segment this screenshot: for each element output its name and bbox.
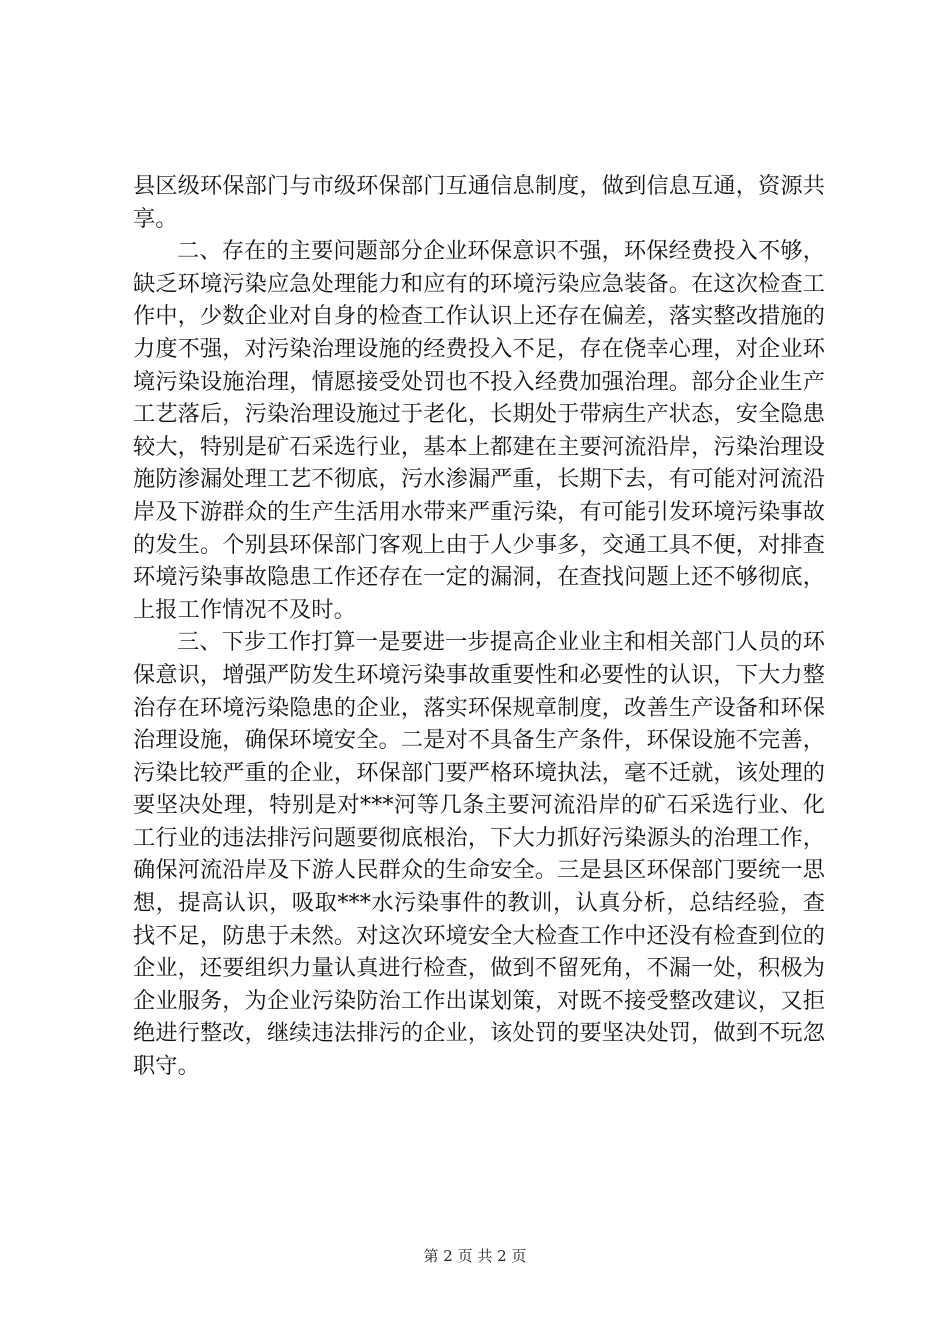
paragraph-main-problems: 二、存在的主要问题部分企业环保意识不强，环保经费投入不够，缺乏环境污染应急处理能力和应有的环境污染应急装备。在这次检查工作中，少数企业对自身的检查工作认识上还存在偏差，落实整改措施的力度不强，对污染治理设施的经费投入不足，存在侥幸心理，对企业环境污染设施治理，情愿接受处罚也不投入经费加强治理。部分企业生产工艺落后，污染治理设施过于老化，长期处于带病生产状态，安全隐患较大，特别是矿石采选行业，基本上都建在主要河流沿岸，污染治理设施防渗漏处理工艺不彻底，污水渗漏严重，长期下去，有可能对河流沿岸及下游群众的生产生活用水带来严重污染，有可能引发环境污染事故的发生。个别县环保部门客观上由于人少事多，交通工具不便，对排查环境污染事故隐患工作还存在一定的漏洞，在查找问题上还不够彻底，上报工作情况不及时。 <box>133 238 825 623</box>
page-footer: 第 2 页 共 2 页 <box>423 1247 527 1265</box>
document-body <box>133 170 825 1083</box>
paragraph-next-steps: 三、下步工作打算一是要进一步提高企业业主和相关部门人员的环保意识，增强严防发生环境污染事故重要性和必要性的认识，下大力整治存在环境污染隐患的企业，落实环保规章制度，改善生产设备和环保治理设施，确保环境安全。二是对不具备生产条件，环保设施不完善，污染比较严重的企业，环保部门要严格环境执法，毫不迁就，该处理的要坚决处理，特别是对***河等几条主要河流沿岸的矿石采选行业、化工行业的违法排污问题要彻底根治，下大力抓好污染源头的治理工作，确保河流沿岸及下游人民群众的生命安全。三是县区环保部门要统一思想，提高认识，吸取***水污染事件的教训，认真分析，总结经验，查找不足，防患于未然。对这次环境安全大检查工作中还没有检查到位的企业，还要组织力量认真进行检查，做到不留死角，不漏一处，积极为企业服务，为企业污染防治工作出谋划策，对既不接受整改建议，又拒绝进行整改，继续违法排污的企业，该处罚的要坚决处罚，做到不玩忽职守。 <box>133 629 825 1080</box>
paragraph-continuation: 县区级环保部门与市级环保部门互通信息制度，做到信息互通，资源共享。 <box>133 173 825 232</box>
